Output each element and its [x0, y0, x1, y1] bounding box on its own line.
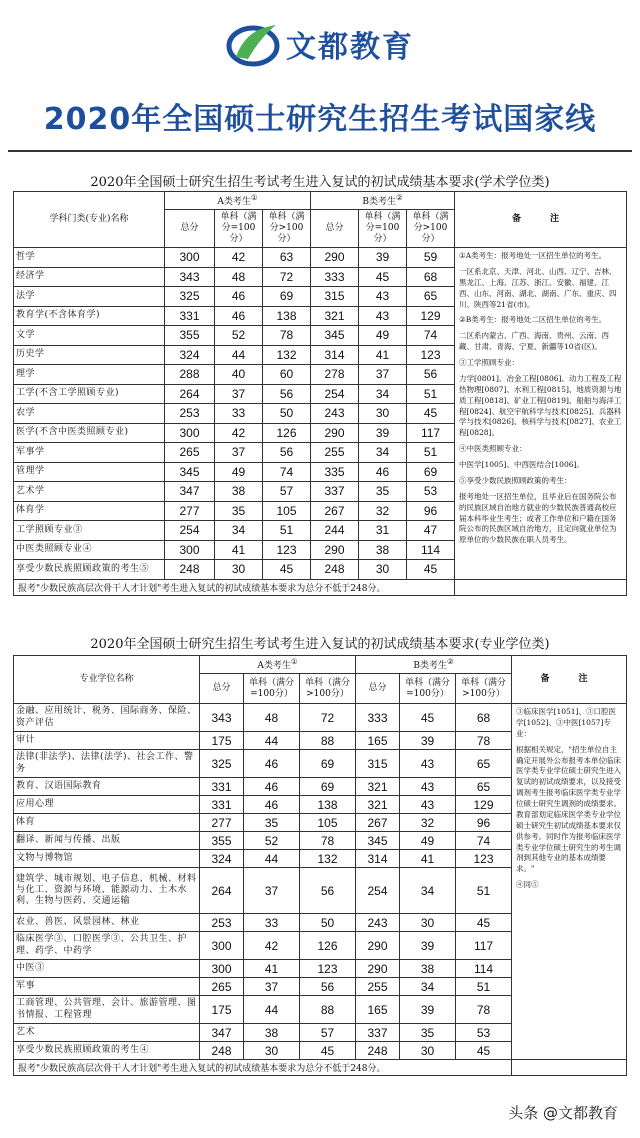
row-label: 建筑学、城市规划、电子信息、机械、材料与化工、资源与环境、能源动力、土木水利、生物与医药、交通运输 — [14, 868, 200, 914]
score-cell: 44 — [244, 850, 300, 868]
score-cell: 265 — [165, 443, 215, 463]
score-cell: 63 — [263, 248, 311, 268]
score-cell: 56 — [300, 868, 356, 914]
score-cell: 56 — [263, 384, 311, 404]
score-cell: 46 — [215, 287, 263, 307]
score-cell: 123 — [407, 345, 455, 365]
score-cell: 248 — [200, 1042, 244, 1060]
score-cell: 34 — [359, 384, 407, 404]
footnote-row — [14, 1060, 627, 1076]
row-label: 工商管理、公共管理、会计、旅游管理、图书情报、工程管理 — [14, 996, 200, 1024]
score-cell: 114 — [456, 960, 512, 978]
header-single-100: 单科（满分=100分） — [359, 210, 407, 248]
score-cell: 243 — [356, 914, 400, 932]
remark-paragraph: ④同⑤ — [516, 880, 539, 890]
score-cell: 46 — [244, 750, 300, 778]
score-cell: 175 — [200, 996, 244, 1024]
remark-paragraph: 二区系内蒙古、广西、海南、贵州、云南、西藏、甘肃、青海、宁夏、新疆等10省(区)。 — [459, 331, 610, 352]
score-cell: 33 — [244, 914, 300, 932]
score-cell: 65 — [407, 287, 455, 307]
table-row — [14, 704, 627, 732]
row-label: 中医③ — [14, 960, 200, 978]
row-label: 艺术 — [14, 1024, 200, 1042]
score-cell: 325 — [200, 750, 244, 778]
remark-paragraph: ②B类考生：报考地处二区招生单位的考生。 — [459, 315, 607, 325]
score-cell: 277 — [165, 501, 215, 521]
score-cell: 267 — [311, 501, 359, 521]
header-subject: 专业学位名称 — [14, 656, 200, 704]
score-cell: 255 — [311, 443, 359, 463]
score-cell: 69 — [263, 287, 311, 307]
score-cell: 35 — [400, 1024, 456, 1042]
header-group-a: A类考生① — [165, 192, 311, 210]
score-cell: 34 — [400, 978, 456, 996]
score-cell: 69 — [300, 778, 356, 796]
score-cell: 333 — [356, 704, 400, 732]
remark-paragraph: ③工学照顾专业： — [459, 358, 520, 367]
score-cell: 248 — [356, 1042, 400, 1060]
score-cell: 56 — [300, 978, 356, 996]
score-cell: 34 — [359, 443, 407, 463]
professional-degree-table — [13, 655, 627, 1076]
score-cell: 34 — [400, 868, 456, 914]
score-cell: 32 — [400, 814, 456, 832]
score-cell: 343 — [165, 267, 215, 287]
score-cell: 30 — [359, 404, 407, 424]
row-label: 临床医学③、口腔医学③、公共卫生、护理、药学、中药学 — [14, 932, 200, 960]
score-cell: 56 — [407, 365, 455, 385]
score-cell: 333 — [311, 267, 359, 287]
table2-caption: 2020年全国硕士研究生招生考试考生进入复试的初试成绩基本要求(专业学位类) — [90, 637, 550, 652]
score-cell: 42 — [215, 423, 263, 443]
score-cell: 72 — [300, 704, 356, 732]
score-cell: 57 — [300, 1024, 356, 1042]
score-cell: 123 — [263, 540, 311, 560]
remark-paragraph: 一区系北京、天津、河北、山西、辽宁、吉林、黑龙江、上海、江苏、浙江、安徽、福建、江西、山东、河南、湖北、湖南、广东、重庆、四川、陕西等21省(市)。 — [459, 266, 617, 309]
row-label: 工学照顾专业③ — [14, 521, 165, 541]
score-cell: 39 — [359, 248, 407, 268]
score-cell: 278 — [311, 365, 359, 385]
score-cell: 53 — [407, 482, 455, 502]
score-cell: 35 — [359, 482, 407, 502]
header-total: 总分 — [165, 210, 215, 248]
row-label: 历史学 — [14, 345, 165, 365]
score-cell: 314 — [356, 850, 400, 868]
header-single-100: 单科（满分=100分） — [215, 210, 263, 248]
brand-logo — [0, 14, 640, 74]
score-cell: 49 — [400, 832, 456, 850]
remarks-cell — [455, 248, 627, 580]
score-cell: 44 — [215, 345, 263, 365]
score-cell: 314 — [311, 345, 359, 365]
score-cell: 48 — [215, 267, 263, 287]
score-cell: 41 — [215, 540, 263, 560]
score-cell: 39 — [400, 932, 456, 960]
score-cell: 57 — [263, 482, 311, 502]
score-cell: 347 — [200, 1024, 244, 1042]
header-total: 总分 — [311, 210, 359, 248]
score-cell: 41 — [359, 345, 407, 365]
score-cell: 44 — [244, 732, 300, 750]
score-cell: 343 — [200, 704, 244, 732]
score-cell: 337 — [311, 482, 359, 502]
score-cell: 288 — [165, 365, 215, 385]
score-cell: 69 — [300, 750, 356, 778]
score-cell: 32 — [359, 501, 407, 521]
score-cell: 45 — [456, 914, 512, 932]
score-cell: 267 — [356, 814, 400, 832]
score-cell: 51 — [456, 978, 512, 996]
score-cell: 345 — [356, 832, 400, 850]
header-single-gt100: 单科（满分>100分） — [300, 674, 356, 704]
score-cell: 69 — [407, 462, 455, 482]
table-row — [14, 248, 627, 268]
score-cell: 74 — [263, 462, 311, 482]
remarks-cell — [512, 704, 627, 1060]
score-cell: 74 — [407, 326, 455, 346]
score-cell: 37 — [244, 978, 300, 996]
score-cell: 30 — [400, 914, 456, 932]
score-cell: 39 — [400, 996, 456, 1024]
footnote-blank — [455, 579, 627, 595]
remark-paragraph: ③临床医学[1051]、③口腔医学[1052]、③中医[1057]专业： — [516, 707, 616, 738]
header-single-gt100: 单科（满分>100分） — [263, 210, 311, 248]
remark-paragraph: 中医学[1005]、中西医结合[1006]。 — [459, 460, 584, 469]
row-label: 教育、汉语国际教育 — [14, 778, 200, 796]
header-subject: 学科门类(专业)名称 — [14, 192, 165, 248]
score-cell: 45 — [400, 704, 456, 732]
score-cell: 51 — [263, 521, 311, 541]
score-cell: 37 — [215, 443, 263, 463]
score-cell: 39 — [400, 732, 456, 750]
score-cell: 132 — [300, 850, 356, 868]
row-label: 农业、兽医、风景园林、林业 — [14, 914, 200, 932]
score-cell: 30 — [215, 560, 263, 580]
score-cell: 123 — [300, 960, 356, 978]
academic-degree-table — [13, 191, 627, 596]
row-label: 翻译、新闻与传播、出版 — [14, 832, 200, 850]
score-cell: 325 — [165, 287, 215, 307]
wendu-logo-icon — [226, 19, 280, 69]
score-cell: 165 — [356, 732, 400, 750]
score-cell: 300 — [200, 960, 244, 978]
score-cell: 51 — [407, 384, 455, 404]
header-single-gt100: 单科（满分>100分） — [456, 674, 512, 704]
row-label: 理学 — [14, 365, 165, 385]
row-label: 经济学 — [14, 267, 165, 287]
score-cell: 96 — [456, 814, 512, 832]
score-cell: 43 — [359, 306, 407, 326]
score-cell: 243 — [311, 404, 359, 424]
score-cell: 248 — [165, 560, 215, 580]
header-single-gt100: 单科（满分>100分） — [407, 210, 455, 248]
score-cell: 49 — [215, 462, 263, 482]
score-cell: 324 — [200, 850, 244, 868]
score-cell: 345 — [165, 462, 215, 482]
score-cell: 45 — [263, 560, 311, 580]
score-cell: 59 — [407, 248, 455, 268]
score-cell: 265 — [200, 978, 244, 996]
score-cell: 335 — [311, 462, 359, 482]
score-cell: 37 — [215, 384, 263, 404]
score-cell: 68 — [456, 704, 512, 732]
remark-paragraph: 根据相关规定，"招生单位自主确定开展外公布报考本单位临床医学类专业学位硕士研究生进入复试的初试成绩要求，以及接受调剂考生报考临床医学类专业学位硕士研究生调剂的成绩要求。教育部划定临床医学类专业学位硕士研究生初试成绩基本要求仅供参考。同时作为报考临床医学类专业学位硕士研究生的考生调剂到其他专业的基本成绩要求。" — [516, 744, 622, 874]
score-cell: 253 — [200, 914, 244, 932]
score-cell: 45 — [300, 1042, 356, 1060]
score-cell: 126 — [300, 932, 356, 960]
score-cell: 33 — [215, 404, 263, 424]
score-cell: 44 — [244, 996, 300, 1024]
score-cell: 45 — [407, 404, 455, 424]
score-cell: 129 — [407, 306, 455, 326]
footnote-blank — [512, 1060, 627, 1076]
score-cell: 39 — [359, 423, 407, 443]
score-cell: 68 — [407, 267, 455, 287]
score-cell: 46 — [359, 462, 407, 482]
score-cell: 78 — [456, 996, 512, 1024]
score-cell: 41 — [244, 960, 300, 978]
score-cell: 300 — [165, 540, 215, 560]
score-cell: 300 — [165, 248, 215, 268]
logo-text: 文都教育 — [286, 30, 414, 65]
score-cell: 52 — [244, 832, 300, 850]
score-cell: 300 — [165, 423, 215, 443]
score-cell: 277 — [200, 814, 244, 832]
score-cell: 45 — [456, 1042, 512, 1060]
row-label: 哲学 — [14, 248, 165, 268]
score-cell: 65 — [456, 750, 512, 778]
score-cell: 38 — [400, 960, 456, 978]
remark-paragraph: ④中医类照顾专业： — [459, 444, 527, 454]
score-cell: 331 — [165, 306, 215, 326]
score-cell: 114 — [407, 540, 455, 560]
score-cell: 35 — [244, 814, 300, 832]
score-cell: 52 — [215, 326, 263, 346]
score-cell: 138 — [263, 306, 311, 326]
score-cell: 345 — [311, 326, 359, 346]
page-title: 2020年全国硕士研究生招生考试国家线 — [43, 102, 597, 137]
score-cell: 74 — [456, 832, 512, 850]
score-cell: 78 — [263, 326, 311, 346]
score-cell: 123 — [456, 850, 512, 868]
remark-paragraph: 力学[0801]、冶金工程[0806]、动力工程及工程热物理[0807]、水利工程[0815]、地质资源与地质工程[0818]、矿业工程[0819]、船舶与海洋工程[0824]、航空宇航科学与技术[0825]、兵器科学与技术[0826]、核科学与技术[0827]、农业工程[0828]。 — [459, 373, 622, 438]
score-cell: 132 — [263, 345, 311, 365]
header-group-b: B类考生② — [356, 656, 512, 674]
score-cell: 37 — [359, 365, 407, 385]
score-cell: 53 — [456, 1024, 512, 1042]
table-footnote: 报考"少数民族高层次骨干人才计划"考生进入复试的初试成绩基本要求为总分不低于248分。 — [14, 1060, 512, 1076]
score-cell: 321 — [311, 306, 359, 326]
score-cell: 43 — [400, 778, 456, 796]
score-cell: 290 — [311, 248, 359, 268]
row-label: 体育 — [14, 814, 200, 832]
score-cell: 248 — [311, 560, 359, 580]
score-cell: 290 — [311, 540, 359, 560]
score-cell: 48 — [244, 704, 300, 732]
score-cell: 129 — [456, 796, 512, 814]
score-cell: 244 — [311, 521, 359, 541]
header-single-100: 单科（满分=100分） — [244, 674, 300, 704]
score-cell: 126 — [263, 423, 311, 443]
score-cell: 56 — [263, 443, 311, 463]
score-cell: 72 — [263, 267, 311, 287]
row-label: 享受少数民族照顾政策的考生⑤ — [14, 560, 165, 580]
score-cell: 324 — [165, 345, 215, 365]
score-cell: 35 — [215, 501, 263, 521]
score-cell: 264 — [165, 384, 215, 404]
score-cell: 60 — [263, 365, 311, 385]
score-cell: 290 — [311, 423, 359, 443]
score-cell: 43 — [400, 750, 456, 778]
score-cell: 46 — [215, 306, 263, 326]
score-cell: 255 — [356, 978, 400, 996]
header-remark: 备 注 — [512, 656, 627, 704]
score-cell: 347 — [165, 482, 215, 502]
score-cell: 65 — [456, 778, 512, 796]
score-cell: 117 — [456, 932, 512, 960]
score-cell: 96 — [407, 501, 455, 521]
score-cell: 117 — [407, 423, 455, 443]
score-cell: 300 — [200, 932, 244, 960]
score-cell: 315 — [356, 750, 400, 778]
score-cell: 254 — [311, 384, 359, 404]
score-cell: 88 — [300, 732, 356, 750]
score-cell: 315 — [311, 287, 359, 307]
score-cell: 46 — [244, 778, 300, 796]
row-label: 中医类照顾专业④ — [14, 540, 165, 560]
score-cell: 331 — [200, 778, 244, 796]
score-cell: 264 — [200, 868, 244, 914]
remark-paragraph: 报考地处一区招生单位，且毕业后在国务院公布的民族区域自治地方就业的少数民族普通高校应届本科毕业生考生；或者工作单位和户籍在国务院公布的民族区域自治地方，且定向就业单位为原单位的少数民族在职人员考生。 — [459, 491, 617, 545]
source-attribution: 头条 @文都教育 — [508, 1104, 618, 1122]
score-cell: 355 — [200, 832, 244, 850]
score-cell: 175 — [200, 732, 244, 750]
score-cell: 254 — [356, 868, 400, 914]
header-remark: 备 注 — [455, 192, 627, 248]
score-cell: 46 — [244, 796, 300, 814]
score-cell: 290 — [356, 932, 400, 960]
row-label: 艺术学 — [14, 482, 165, 502]
title-divider — [8, 150, 632, 152]
score-cell: 38 — [359, 540, 407, 560]
row-label: 享受少数民族照顾政策的考生④ — [14, 1042, 200, 1060]
row-label: 农学 — [14, 404, 165, 424]
score-cell: 30 — [400, 1042, 456, 1060]
score-cell: 50 — [263, 404, 311, 424]
score-cell: 337 — [356, 1024, 400, 1042]
score-cell: 45 — [407, 560, 455, 580]
row-label: 文物与博物馆 — [14, 850, 200, 868]
score-cell: 254 — [165, 521, 215, 541]
footnote-row — [14, 579, 627, 595]
score-cell: 42 — [215, 248, 263, 268]
score-cell: 105 — [263, 501, 311, 521]
score-cell: 34 — [215, 521, 263, 541]
score-cell: 30 — [244, 1042, 300, 1060]
score-cell: 38 — [215, 482, 263, 502]
score-cell: 78 — [456, 732, 512, 750]
table-footnote: 报考"少数民族高层次骨干人才计划"考生进入复试的初试成绩基本要求为总分不低于248分。 — [14, 579, 455, 595]
score-cell: 331 — [200, 796, 244, 814]
score-cell: 105 — [300, 814, 356, 832]
row-label: 医学(不含中医类照顾专业) — [14, 423, 165, 443]
row-label: 教育学(不含体育学) — [14, 306, 165, 326]
score-cell: 321 — [356, 778, 400, 796]
score-cell: 49 — [359, 326, 407, 346]
score-cell: 321 — [356, 796, 400, 814]
score-cell: 47 — [407, 521, 455, 541]
row-label: 军事学 — [14, 443, 165, 463]
remark-paragraph: ⑤享受少数民族照顾政策的考生： — [459, 475, 572, 485]
row-label: 应用心理 — [14, 796, 200, 814]
score-cell: 41 — [400, 850, 456, 868]
row-label: 金融、应用统计、税务、国际商务、保险、资产评估 — [14, 704, 200, 732]
score-cell: 88 — [300, 996, 356, 1024]
row-label: 法学 — [14, 287, 165, 307]
score-cell: 38 — [244, 1024, 300, 1042]
score-cell: 253 — [165, 404, 215, 424]
score-cell: 50 — [300, 914, 356, 932]
header-single-100: 单科（满分=100分） — [400, 674, 456, 704]
row-label: 工学(不含工学照顾专业) — [14, 384, 165, 404]
score-cell: 51 — [456, 868, 512, 914]
row-label: 军事 — [14, 978, 200, 996]
remark-paragraph: ①A类考生：报考地处一区招生单位的考生。 — [459, 251, 607, 260]
score-cell: 165 — [356, 996, 400, 1024]
score-cell: 30 — [359, 560, 407, 580]
row-label: 审计 — [14, 732, 200, 750]
header-total: 总分 — [356, 674, 400, 704]
row-label: 管理学 — [14, 462, 165, 482]
score-cell: 78 — [300, 832, 356, 850]
score-cell: 42 — [244, 932, 300, 960]
score-cell: 40 — [215, 365, 263, 385]
score-cell: 51 — [407, 443, 455, 463]
header-group-a: A类考生① — [200, 656, 356, 674]
score-cell: 355 — [165, 326, 215, 346]
row-label: 体育学 — [14, 501, 165, 521]
score-cell: 138 — [300, 796, 356, 814]
score-cell: 43 — [400, 796, 456, 814]
header-group-b: B类考生② — [311, 192, 455, 210]
score-cell: 45 — [359, 267, 407, 287]
row-label: 法律(非法学)、法律(法学)、社会工作、警务 — [14, 750, 200, 778]
score-cell: 290 — [356, 960, 400, 978]
header-total: 总分 — [200, 674, 244, 704]
score-cell: 37 — [244, 868, 300, 914]
score-cell: 31 — [359, 521, 407, 541]
table1-caption: 2020年全国硕士研究生招生考试考生进入复试的初试成绩基本要求(学术学位类) — [90, 175, 550, 190]
row-label: 文学 — [14, 326, 165, 346]
score-cell: 43 — [359, 287, 407, 307]
